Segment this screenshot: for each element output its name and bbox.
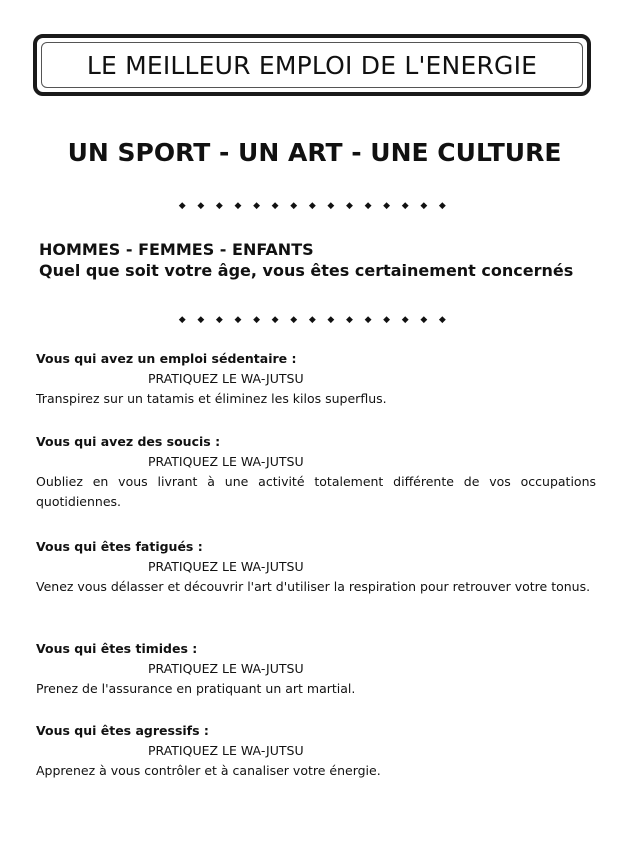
section-aggressive: [36, 721, 596, 781]
section-heading: Vous qui avez un emploi sédentaire :: [36, 351, 297, 366]
page-title: LE MEILLEUR EMPLOI DE L'ENERGIE: [86, 50, 538, 80]
section-heading: Vous qui êtes timides :: [36, 641, 198, 656]
subtitle: UN SPORT - UN ART - UNE CULTURE: [67, 138, 562, 167]
title-box: [33, 34, 591, 96]
section-body: Transpirez sur un tatamis et éliminez les kilos superflus.: [36, 391, 387, 406]
section-heading: Vous qui êtes fatigués :: [36, 539, 203, 554]
section-command: PRATIQUEZ LE WA-JUTSU: [148, 743, 304, 758]
section-worries: [36, 432, 596, 512]
audience-line: HOMMES - FEMMES - ENFANTS: [39, 240, 314, 259]
diamond-separator-top: ◆ ◆ ◆ ◆ ◆ ◆ ◆ ◆ ◆ ◆ ◆ ◆ ◆ ◆ ◆: [178, 201, 451, 211]
diamond-separator-bottom: ◆ ◆ ◆ ◆ ◆ ◆ ◆ ◆ ◆ ◆ ◆ ◆ ◆ ◆ ◆: [178, 315, 451, 325]
section-command: PRATIQUEZ LE WA-JUTSU: [148, 371, 304, 386]
section-body: Venez vous délasser et découvrir l'art d'utiliser la respiration pour retrouver votre tonus.: [36, 579, 591, 594]
age-line: Quel que soit votre âge, vous êtes certainement concernés: [39, 261, 574, 280]
section-body: Prenez de l'assurance en pratiquant un art martial.: [36, 681, 356, 696]
section-tired: [36, 537, 596, 597]
section-heading: Vous qui êtes agressifs :: [36, 723, 209, 738]
section-command: PRATIQUEZ LE WA-JUTSU: [148, 559, 304, 574]
section-command: PRATIQUEZ LE WA-JUTSU: [148, 454, 304, 469]
section-sedentary: [36, 349, 596, 409]
section-heading: Vous qui avez des soucis :: [36, 434, 221, 449]
section-command: PRATIQUEZ LE WA-JUTSU: [148, 661, 304, 676]
section-shy: [36, 639, 596, 699]
section-body: Apprenez à vous contrôler et à canaliser votre énergie.: [36, 763, 381, 778]
section-body: Oubliez en vous livrant à une activité totalement différente de vos occupations quotidiennes.: [36, 474, 596, 509]
